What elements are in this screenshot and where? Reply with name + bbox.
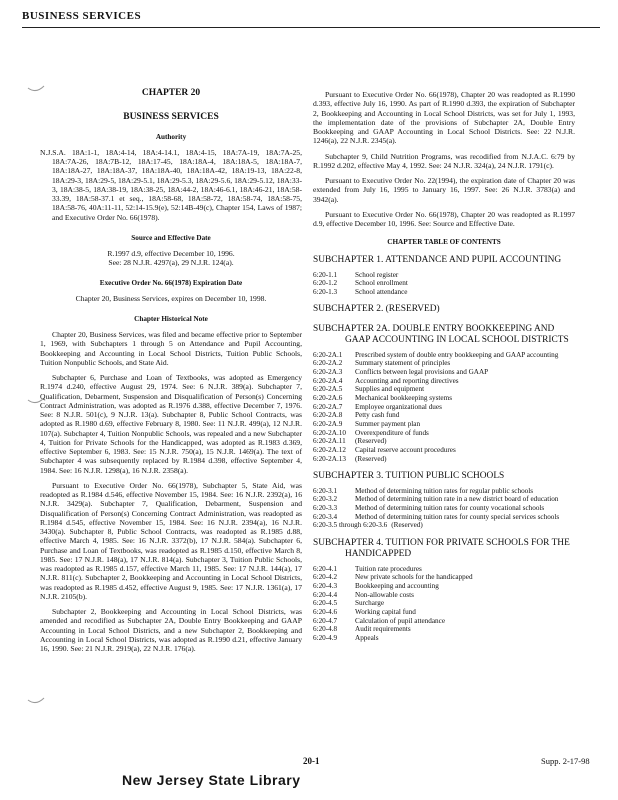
historical-note-paragraph: Pursuant to Executive Order No. 66(1978), Subchapter 5, State Aid, was readopted as R.1984 d.546, effective November 15, 1984. See: 16 N.J.R. 2392(a), 16 N.J.R. 3429(a). Subchapter 7, Qualification, Debarment, Suspension and Disqualification of Person(s) Concerning Contract Administration, was readopted as R.1984 d.545, effective November 15, 1984. See: 16 N.J.R. 2394(a), 16 N.J.R. 3430(a). Subchapter 8, Public School Contracts, was readopted as R.1985 d.88, effective March 4, 1985. See: 16 N.J.R. 3372(b), 17 N.J.R. 584(a). Subchapter 6, Purchase and Loan of Textbooks, was readopted as R.1985 d.150, effective March 8, 1985. See: 17 N.J.R. 148(a), 17 N.J.R. 814(a). Subchapter 3, Tuition Public Schools, was readopted as R.1985 d.157, effective March 11, 1985. See: 17 N.J.R. 144(a), 17 N.J.R. 811(c). Subchapter 2, Bookkeeping and Accounting in Local School Districts, was readopted as R.1985 d.452, effective August 9, 1985. See: 17 N.J.R. 1361(a), 17 N.J.R. 2105(b).	[40, 480, 302, 601]
source-heading: Source and Effective Date	[131, 233, 211, 242]
toc-item	[313, 513, 575, 522]
toc-list	[313, 351, 575, 463]
toc-item-title: (Reserved)	[355, 437, 387, 446]
toc-item	[313, 411, 575, 420]
toc-item	[313, 279, 575, 288]
toc-item-number: 6:20-3.4	[313, 512, 338, 521]
chapter-label: CHAPTER 20	[141, 88, 201, 98]
toc-item-title: School register	[355, 270, 399, 279]
historical-note-heading: Chapter Historical Note	[134, 315, 208, 324]
toc-item	[313, 446, 575, 455]
toc-item-number: 6:20-4.1	[313, 564, 338, 573]
toc-item-number: 6:20-2A.7	[313, 402, 343, 411]
toc-item-number: 6:20-2A.3	[313, 368, 343, 377]
toc-item-title: Non-allowable costs	[355, 590, 414, 599]
toc-item-title: (Reserved)	[355, 454, 387, 463]
toc-item	[313, 573, 575, 582]
toc-item-number: 6:20-2A.8	[313, 411, 343, 420]
right-column	[313, 90, 575, 643]
toc-item-number: 6:20-1.3	[313, 287, 338, 296]
toc-item	[313, 351, 575, 360]
toc-item-title: Conflicts between legal provisions and GAAP	[355, 368, 489, 377]
toc-item-title: Appeals	[355, 633, 379, 642]
toc-item-title: Summary statement of principles	[355, 359, 451, 368]
toc-item-title: Surcharge	[355, 599, 385, 608]
source-line: R.1997 d.9, effective December 10, 1996.	[107, 248, 235, 258]
toc-item-title: School enrollment	[355, 279, 408, 288]
chapter-title: BUSINESS SERVICES	[123, 111, 219, 122]
toc-item-number: 6:20-2A.12	[313, 445, 346, 454]
toc-item-title: Tuition rate procedures	[355, 564, 422, 573]
toc-item-title: Summer payment plan	[355, 419, 421, 428]
toc-heading: CHAPTER TABLE OF CONTENTS	[387, 238, 501, 247]
toc-item-title: Petty cash fund	[355, 411, 400, 420]
toc-item	[313, 359, 575, 368]
toc-item	[313, 599, 575, 608]
toc-item-title: Mechanical bookkeeping systems	[355, 394, 453, 403]
toc-item-number: 6:20-4.4	[313, 590, 338, 599]
punch-hole-icon	[26, 690, 46, 704]
toc-item-number: 6:20-3.5 through 6:20-3.6	[313, 521, 388, 530]
authority-heading: Authority	[155, 133, 187, 142]
toc-item-title: New private schools for the handicapped	[355, 573, 473, 582]
toc-item-title: Method of determining tuition rates for county special services schools	[355, 512, 560, 521]
toc-item	[313, 565, 575, 574]
subchapter-heading: SUBCHAPTER 3. TUITION PUBLIC SCHOOLS	[313, 471, 505, 482]
exec-order-text: Chapter 20, Business Services, expires on December 10, 1998.	[75, 294, 267, 303]
toc-item-number: 6:20-4.2	[313, 573, 338, 582]
toc-item	[313, 271, 575, 280]
toc-item	[313, 394, 575, 403]
toc-item	[313, 634, 575, 643]
authority-text: N.J.S.A. 18A:1-1, 18A:4-14, 18A:4-14.1, 18A:4-15, 18A:7A-19, 18A:7A-25, 18A:7A-26, 18A:7B-12, 18A:17-45, 18A:18A-4, 18A:18A-5, 18A:18A-7, 18A:18A-27, 18A:18A-37, 18A:18A-40, 18A:18A-42, 18A:19-13, 18A:22-8, 18A:29-3, 18A:29-5, 18A:29-5.1, 18A:29-5.3, 18A:29-5.6, 18A:29-5.12, 18A:33-3, 18A:38-5, 18A:38-19, 18A:38-25, 18A:44-2, 18A:46-6.1, 18A:46-21, 18A:58-33.39, 18A:58-37.1 et seq., 18A:58-68, 18A:58-72, 18A:58-74, 18A:58-75, 18A:58-76, 40A:11-11, 52:14-15.9(e), 52:14B-49(c), Chapter 154, Laws of 1987; and Executive Order No. 66(1978).	[40, 147, 302, 222]
toc-item-number: 6:20-4.8	[313, 625, 338, 634]
toc-item-number: 6:20-4.9	[313, 633, 338, 642]
toc-list	[313, 565, 575, 643]
toc-item-title: Accounting and reporting directives	[355, 376, 459, 385]
toc-item-title: Employee organizational dues	[355, 402, 442, 411]
toc-item	[313, 368, 575, 377]
toc-item-number: 6:20-3.1	[313, 486, 338, 495]
historical-note-paragraph: Pursuant to Executive Order No. 66(1978), Chapter 20 was readopted as R.1990 d.393, effective July 16, 1990. As part of R.1990 d.393, the expiration of Subchapter 2, Bookkeeping and Accounting in Local School Districts, was set for July 1, 1993, the implementation date of the provisions of Subchapter 2A, Double Entry Bookkeeping and GAAP Accounting in Local School Districts. See: 22 N.J.R. 1246(a), 22 N.J.R. 2345(a).	[313, 90, 575, 146]
subchapter-heading: SUBCHAPTER 1. ATTENDANCE AND PUPIL ACCOUNTING	[313, 255, 562, 266]
toc-item-title: Prescribed system of double entry bookkeeping and GAAP accounting	[355, 350, 559, 359]
toc-item	[313, 504, 575, 513]
toc-item-number: 6:20-3.3	[313, 503, 338, 512]
toc-item-title: Capital reserve account procedures	[355, 445, 456, 454]
toc-item	[313, 591, 575, 600]
toc-item-number: 6:20-4.6	[313, 607, 338, 616]
toc-item-title: Bookkeeping and accounting	[355, 582, 439, 591]
toc-item-title: School attendance	[355, 287, 408, 296]
toc-item	[313, 288, 575, 297]
toc-item-title: Method of determining tuition rates for regular public schools	[355, 486, 534, 495]
historical-note-paragraph: Chapter 20, Business Services, was filed and became effective prior to September 1, 1969, with Subchapters 1 through 5 on Attendance and Pupil Accounting, Bookkeeping and Accounting in Local School Districts, Tuition Public Schools, Tuition Nonpublic Schools, and State Aid.	[40, 330, 302, 367]
toc-item	[313, 437, 575, 446]
toc-item-number: 6:20-3.2	[313, 495, 338, 504]
toc-item-number: 6:20-2A.13	[313, 454, 346, 463]
toc-item	[313, 455, 575, 464]
toc-item-title: Method of determining tuition rate in a new district board of education	[355, 495, 559, 504]
toc-item-number: 6:20-2A.4	[313, 376, 343, 385]
historical-note-paragraph: Subchapter 6, Purchase and Loan of Textbooks, was adopted as Emergency R.1974 d.240, effective August 29, 1974. See: 6 N.J.R. 389(a). Subchapter 7, Qualification, Debarment, Suspension and Disqualification of Person(s) Concerning Contract Administration, was adopted as R.1976 d.388, effective December 7, 1976. See: 8 N.J.R. 501(c), 9 N.J.R. 13(a). Subchapter 8, Public School Contracts, was adopted as R.1980 d.69, effective February 8, 1980. See: 11 N.J.R. 499(a), 12 N.J.R. 107(a). Subchapter 4, Tuition Nonpublic Schools, was repealed and a new Subchapter 4, Tuition for Private Schools for the Handicapped, was adopted as R.1983 d.369, effective September 6, 1983. See: 15 N.J.R. 750(a), 15 N.J.R. 1469(a). The text of Subchapter 4 was subsequently replaced by R.1984 d.398, effective September 4, 1984. See: 16 N.J.R. 1298(a), 16 N.J.R. 2358(a).	[40, 373, 302, 475]
toc-list	[313, 487, 575, 530]
header-rule	[22, 27, 600, 28]
historical-note-paragraph: Subchapter 2, Bookkeeping and Accounting in Local School Districts, was amended and recodified as Subchapter 2A, Double Entry Bookkeeping and GAAP Accounting in Local School Districts, and a new Subchapter 2, Bookkeeping and Accounting in Local School Districts, was adopted as R.1990 d.21, effective January 16, 1990. See: 21 N.J.R. 2919(a), 22 N.J.R. 176(a).	[40, 607, 302, 654]
toc-item-number: 6:20-4.5	[313, 599, 338, 608]
library-stamp: New Jersey State Library	[122, 772, 301, 788]
toc-item	[313, 377, 575, 386]
historical-note-paragraph: Pursuant to Executive Order No. 66(1978), Chapter 20 was readopted as R.1997 d.9, effective December 10, 1996. See: Source and Effective Date.	[313, 209, 575, 228]
toc-item-number: 6:20-4.7	[313, 616, 338, 625]
toc-item	[313, 429, 575, 438]
toc-item-number: 6:20-1.1	[313, 270, 338, 279]
supplement-date: Supp. 2-17-98	[541, 756, 590, 766]
subchapter-heading: SUBCHAPTER 2. (RESERVED)	[313, 304, 440, 315]
toc-item	[313, 625, 575, 634]
toc-item	[313, 385, 575, 394]
exec-order-heading: Executive Order No. 66(1978) Expiration Date	[99, 279, 243, 288]
toc-item-number: 6:20-2A.11	[313, 437, 346, 446]
toc-item-number: 6:20-2A.9	[313, 419, 343, 428]
toc-list	[313, 271, 575, 297]
toc-item-title: (Reserved)	[391, 521, 423, 530]
subchapter-heading: SUBCHAPTER 2A. DOUBLE ENTRY BOOKKEEPING AND GAAP ACCOUNTING IN LOCAL SCHOOL DISTRICTS	[313, 323, 569, 346]
toc-item-title: Method of determining tuition rates for county vocational schools	[355, 503, 545, 512]
page-number: 20-1	[303, 756, 320, 766]
historical-note-paragraph: Subchapter 9, Child Nutrition Programs, was recodified from N.J.A.C. 6:79 by R.1992 d.202, effective May 4, 1992. See: 24 N.J.R. 324(a), 24 N.J.R. 1791(c).	[313, 151, 575, 170]
toc-item	[313, 487, 575, 496]
toc-item-title: Working capital fund	[355, 607, 416, 616]
toc-item	[313, 617, 575, 626]
toc-item-title: Supplies and equipment	[355, 385, 425, 394]
toc-item	[313, 403, 575, 412]
toc-item	[313, 608, 575, 617]
toc-item-number: 6:20-2A.2	[313, 359, 343, 368]
toc-item-number: 6:20-4.3	[313, 582, 338, 591]
toc-item	[313, 495, 575, 504]
toc-item-number: 6:20-2A.5	[313, 385, 343, 394]
source-effective-date	[40, 249, 302, 268]
running-header: BUSINESS SERVICES	[22, 10, 142, 22]
toc-item	[313, 582, 575, 591]
toc-item-title: Audit requirements	[355, 625, 411, 634]
toc-item	[313, 521, 575, 530]
toc-item-title: Calculation of pupil attendance	[355, 616, 446, 625]
toc-item-number: 6:20-2A.10	[313, 428, 346, 437]
subchapter-heading: SUBCHAPTER 4. TUITION FOR PRIVATE SCHOOLS FOR THE HANDICAPPED	[313, 537, 570, 560]
toc-item-number: 6:20-1.2	[313, 279, 338, 288]
toc-item-title: Overexpenditure of funds	[355, 428, 429, 437]
toc-item	[313, 420, 575, 429]
source-line: See: 28 N.J.R. 4297(a), 29 N.J.R. 124(a).	[108, 257, 234, 267]
toc-item-number: 6:20-2A.1	[313, 350, 343, 359]
left-column	[40, 88, 302, 659]
toc-item-number: 6:20-2A.6	[313, 394, 343, 403]
historical-note-paragraph: Pursuant to Executive Order No. 22(1994), the expiration date of Chapter 20 was extended from July 16, 1995 to January 16, 1997. See: 26 N.J.R. 3783(a) and 3942(a).	[313, 176, 575, 204]
